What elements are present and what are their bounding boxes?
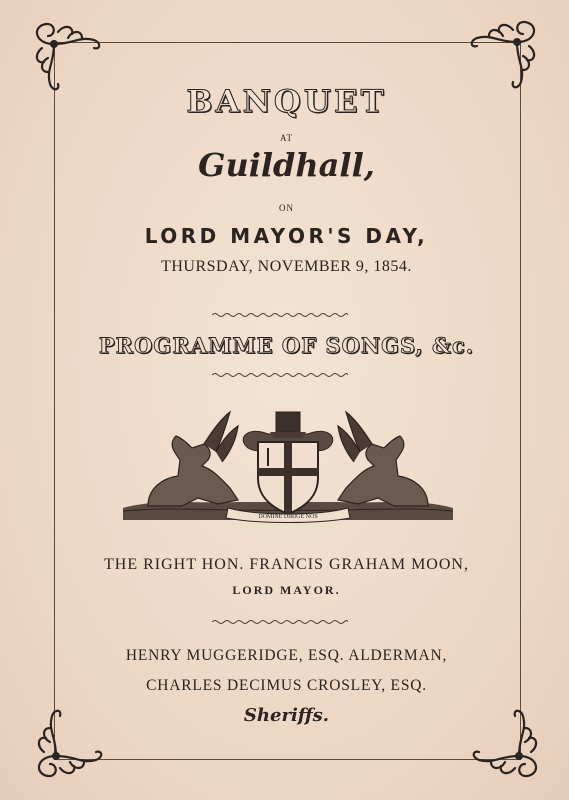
lord-mayor-name: THE RIGHT HON. FRANCIS GRAHAM MOON, [104,556,469,573]
wavy-divider-top [212,312,348,318]
event-date: THURSDAY, NOVEMBER 9, 1854. [161,258,412,275]
crest-motto: DOMINE DIRIGE NOS [258,514,318,520]
city-coat-of-arms [118,408,458,533]
sheriff-name-1: HENRY MUGGERIDGE, ESQ. ALDERMAN, [125,647,448,664]
banquet-heading: BANQUET [186,84,387,120]
corner-ornament-top-right [467,12,547,92]
corner-ornament-top-left [24,14,104,94]
at-label: AT [280,133,293,143]
sheriffs-label: Sheriffs. [243,705,330,726]
venue-heading: Guildhall, [198,146,375,184]
sheriff-name-2: CHARLES DECIMUS CROSLEY, ESQ. [146,677,427,694]
on-label: ON [279,203,294,213]
programme-heading: PROGRAMME OF SONGS, &c. [98,333,475,358]
lord-mayor-title: LORD MAYOR. [232,583,341,597]
occasion-heading: LORD MAYOR'S DAY, [144,224,429,248]
wavy-divider-bottom [212,619,348,625]
wavy-divider-middle [212,372,348,378]
